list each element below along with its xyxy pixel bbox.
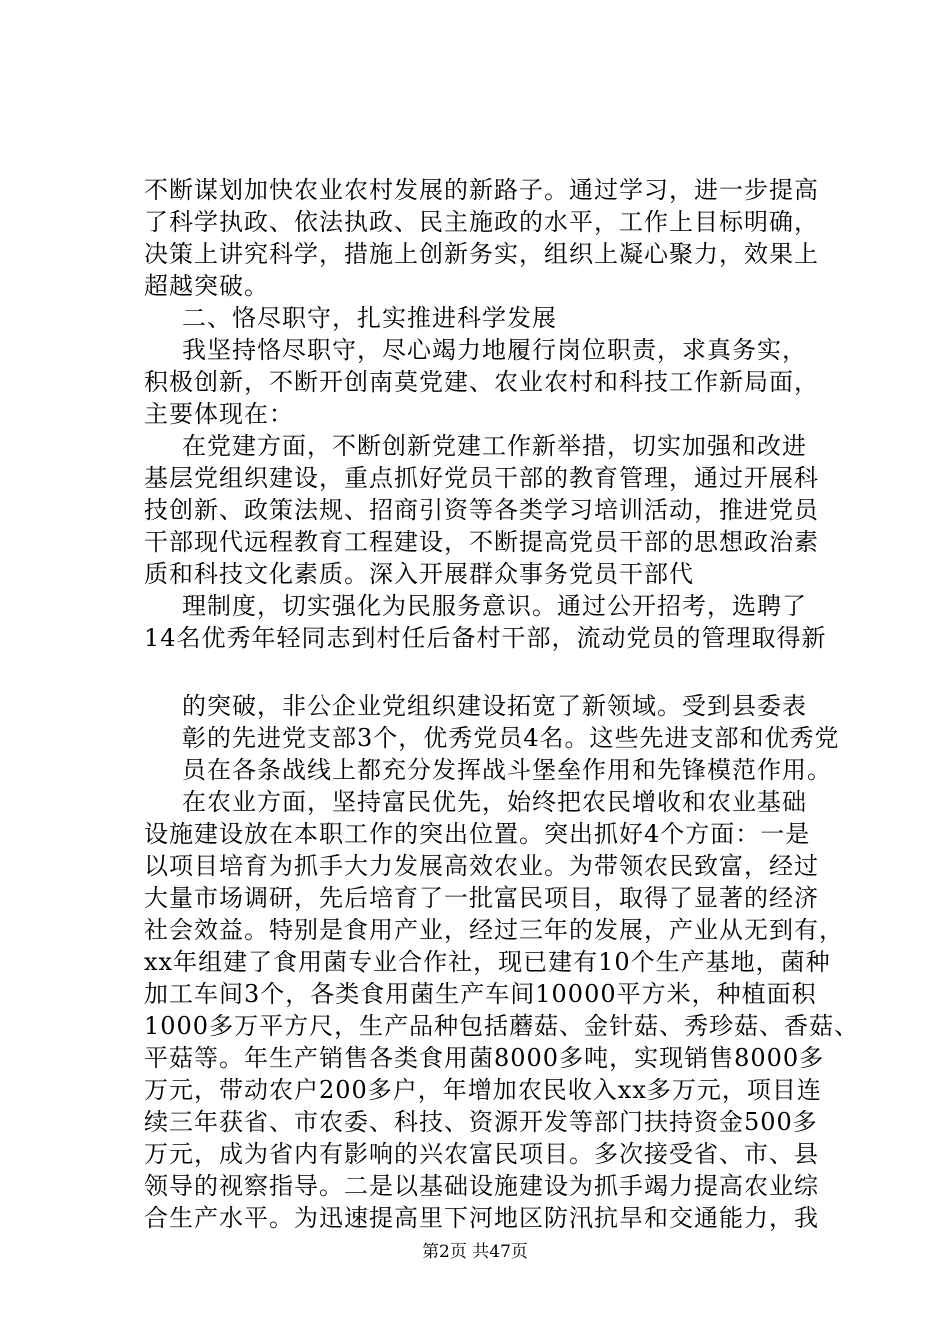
text-line: 续三年获省、市农委、科技、资源开发等部门扶持资金500多 — [144, 1108, 818, 1136]
text-line: xx年组建了食用菌专业合作社，现已建有10个生产基地，菌种 — [144, 948, 831, 976]
text-line: 在农业方面，坚持富民优先，始终把农民增收和农业基础 — [182, 788, 807, 816]
text-line: 积极创新，不断开创南莫党建、农业农村和科技工作新局面， — [144, 368, 819, 396]
text-line: 平菇等。年生产销售各类食用菌8000多吨，实现销售8000多 — [144, 1044, 825, 1072]
text-line: 14名优秀年轻同志到村任后备村干部，流动党员的管理取得新 — [144, 624, 827, 652]
text-line: 了科学执政、依法执政、民主施政的水平，工作上目标明确， — [144, 208, 819, 236]
text-line: 技创新、政策法规、招商引资等各类学习培训活动，推进党员 — [144, 496, 819, 524]
text-line: 不断谋划加快农业农村发展的新路子。通过学习，进一步提高 — [144, 176, 819, 204]
text-line: 以项目培育为抓手大力发展高效农业。为带领农民致富，经过 — [144, 852, 819, 880]
text-line: 主要体现在： — [144, 400, 294, 428]
text-line: 大量市场调研，先后培育了一批富民项目，取得了显著的经济 — [144, 884, 819, 912]
text-line: 合生产水平。为迅速提高里下河地区防汛抗旱和交通能力，我 — [144, 1204, 819, 1232]
text-line: 质和科技文化素质。深入开展群众事务党员干部代 — [144, 560, 694, 588]
text-line: 我坚持恪尽职守，尽心竭力地履行岗位职责，求真务实， — [182, 336, 807, 364]
text-line: 1000多万平方尺，生产品种包括蘑菇、金针菇、秀珍菇、香菇、 — [144, 1012, 860, 1040]
text-line: 社会效益。特别是食用产业，经过三年的发展，产业从无到有， — [144, 916, 844, 944]
text-line: 理制度，切实强化为民服务意识。通过公开招考，选聘了 — [182, 592, 807, 620]
text-line: 基层党组织建设，重点抓好党员干部的教育管理，通过开展科 — [144, 464, 819, 492]
text-line: 领导的视察指导。二是以基础设施建设为抓手竭力提高农业综 — [144, 1172, 819, 1200]
text-line: 万元，带动农户200多户，年增加农民收入xx多万元，项目连 — [144, 1076, 822, 1104]
text-line: 员在各条战线上都充分发挥战斗堡垒作用和先锋模范作用。 — [182, 756, 832, 784]
text-line: 彰的先进党支部3个，优秀党员4名。这些先进支部和优秀党 — [182, 724, 840, 752]
text-line: 万元，成为省内有影响的兴农富民项目。多次接受省、市、县 — [144, 1140, 819, 1168]
text-line: 决策上讲究科学，措施上创新务实，组织上凝心聚力，效果上 — [144, 240, 819, 268]
section-heading: 二、恪尽职守，扎实推进科学发展 — [182, 304, 557, 332]
text-line: 设施建设放在本职工作的突出位置。突出抓好4个方面：一是 — [144, 820, 811, 848]
text-line: 超越突破。 — [144, 272, 269, 300]
text-line: 的突破，非公企业党组织建设拓宽了新领域。受到县委表 — [182, 692, 807, 720]
text-line: 在党建方面，不断创新党建工作新举措，切实加强和改进 — [182, 432, 807, 460]
text-line: 干部现代远程教育工程建设，不断提高党员干部的思想政治素 — [144, 528, 819, 556]
text-line: 加工车间3个，各类食用菌生产车间10000平方米，种植面积 — [144, 980, 817, 1008]
page-number-footer: 第2页 共47页 — [422, 1242, 528, 1262]
